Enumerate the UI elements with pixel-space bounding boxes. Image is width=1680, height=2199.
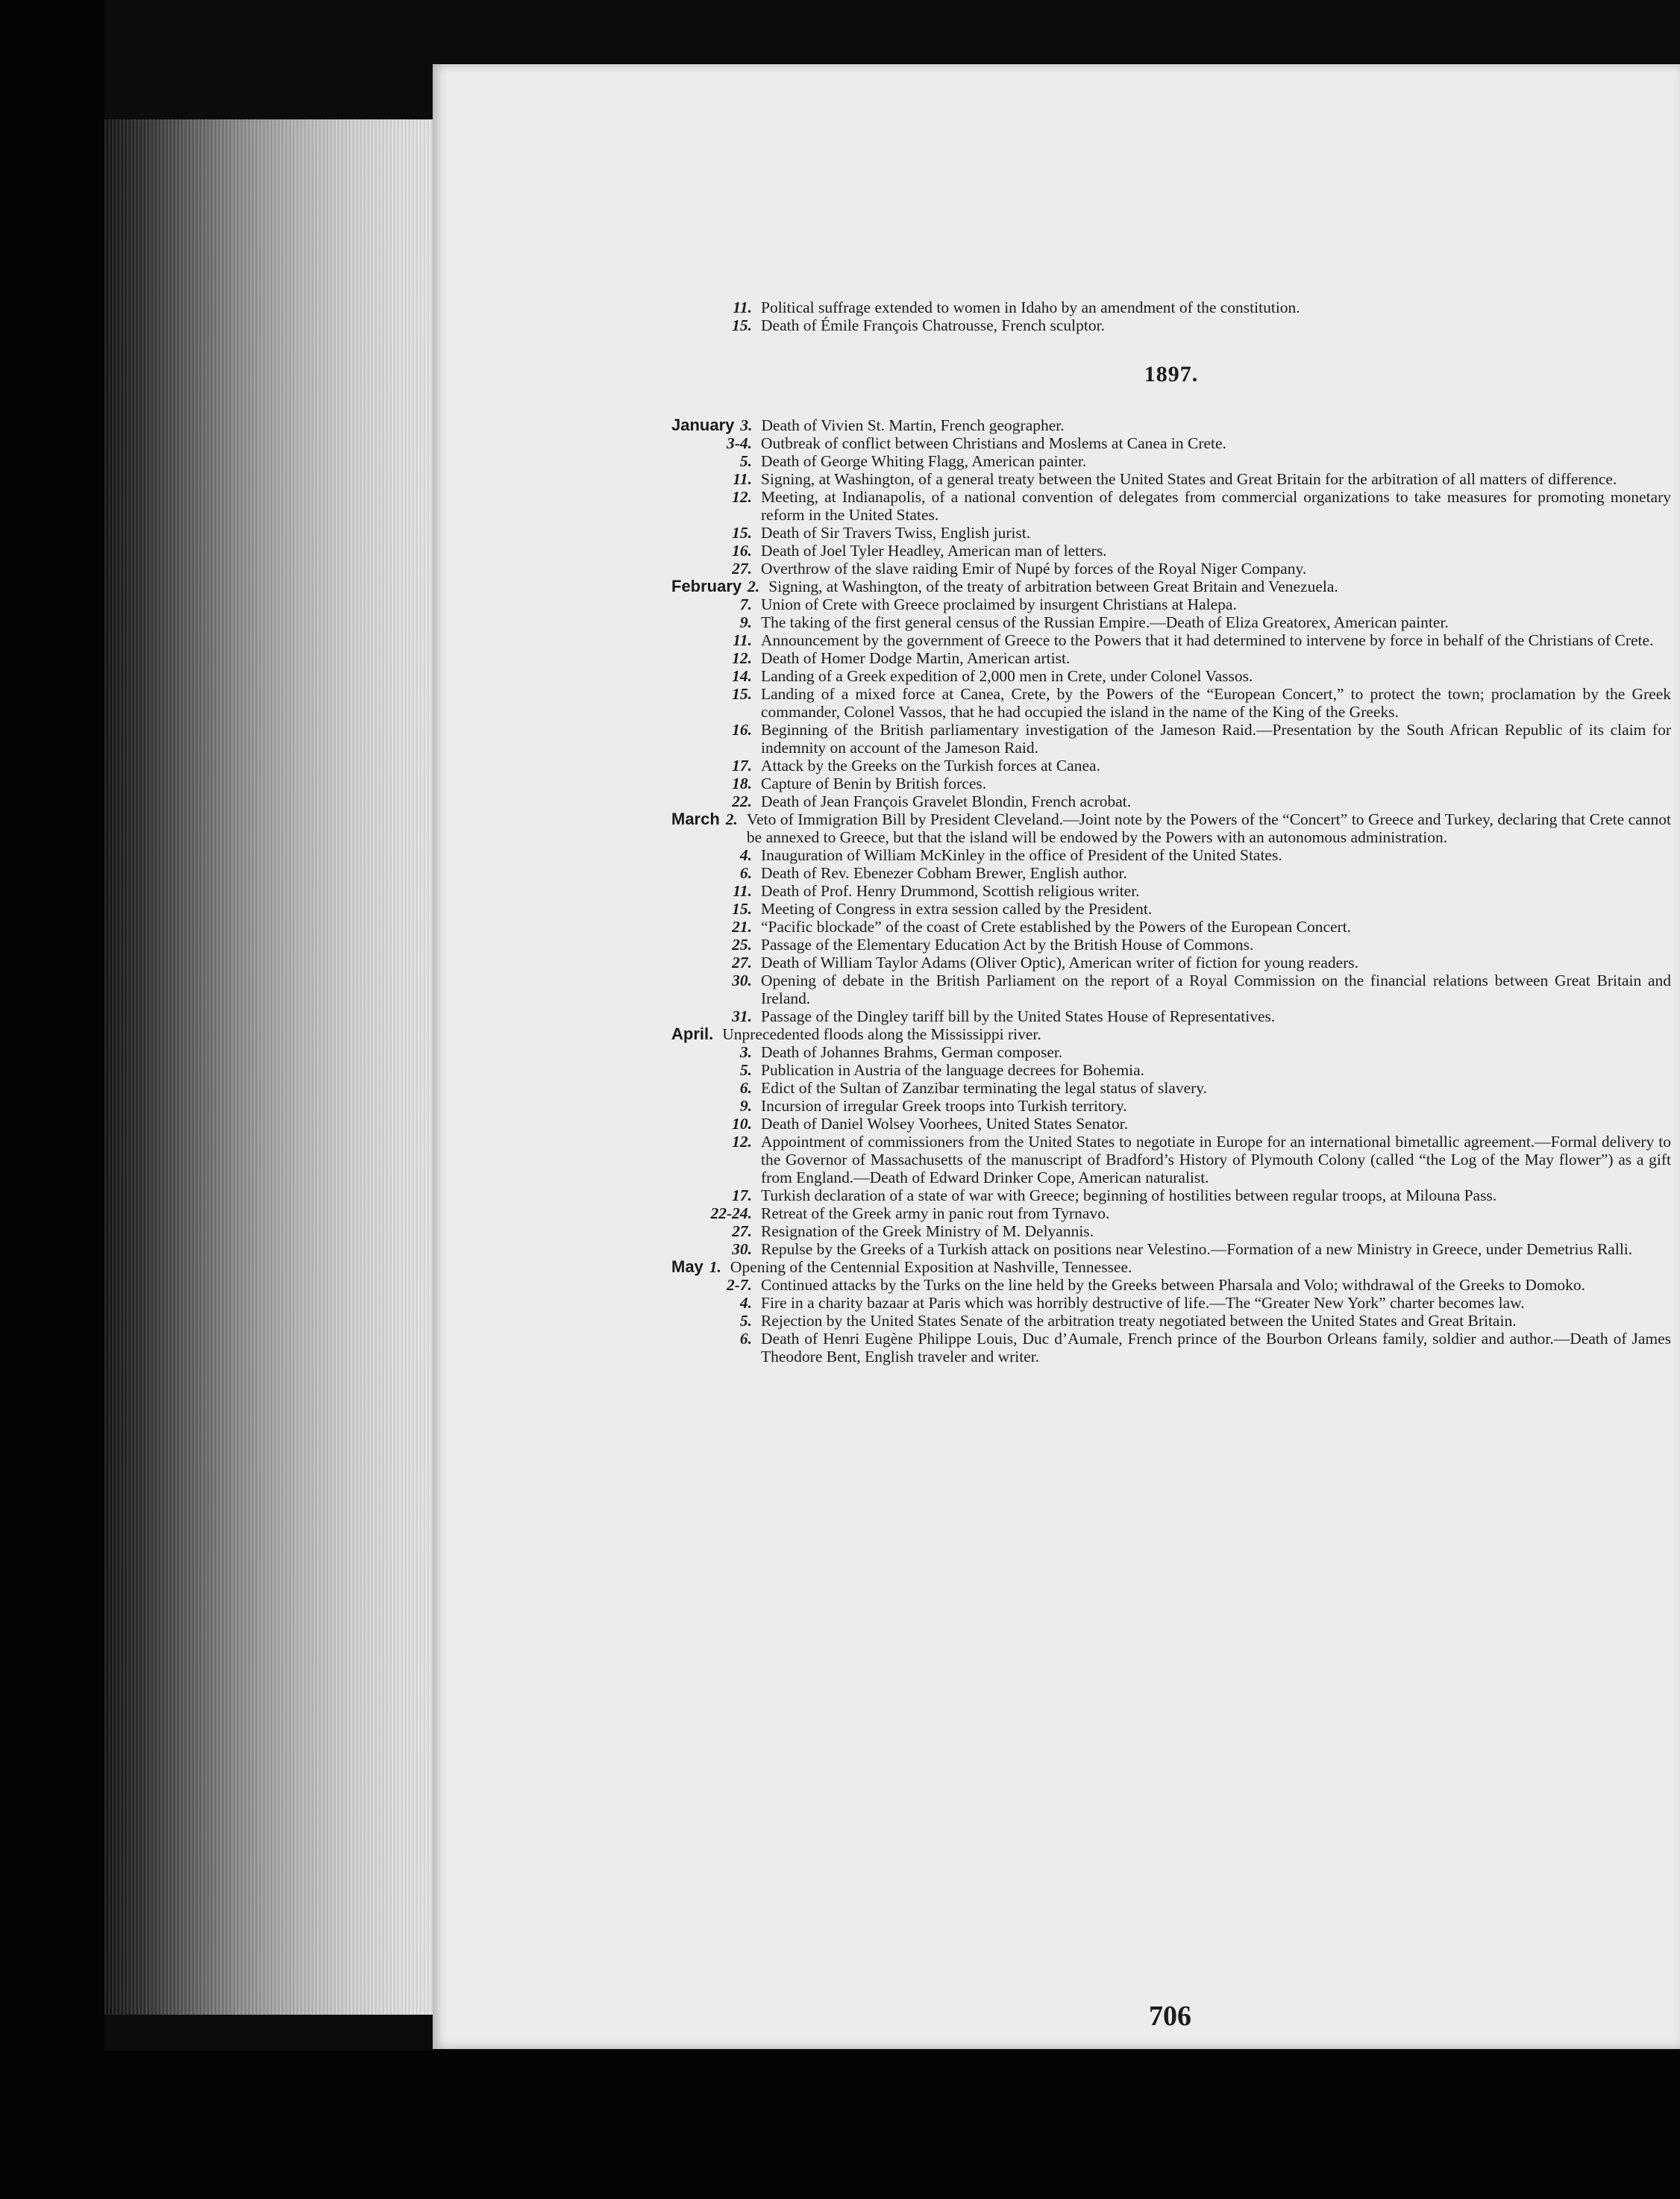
entry-day: 2-7. xyxy=(726,1276,752,1294)
entry-day: 22. xyxy=(732,792,752,810)
chronology-entry xyxy=(671,595,1671,613)
chronology-entry xyxy=(671,900,1671,918)
microfilm-border-left xyxy=(0,0,104,2199)
entry-day: 12. xyxy=(732,649,752,667)
entry-text: Death of Homer Dodge Martin, American artist. xyxy=(761,649,1071,667)
entry-day: 3. xyxy=(739,1043,752,1061)
entry-day: 2. xyxy=(725,810,738,828)
entry-day: 6. xyxy=(739,1330,752,1348)
chronology-entry xyxy=(671,578,1671,595)
month-name: February xyxy=(671,577,742,595)
entry-text: Death of Joel Tyler Headley, American man of letters. xyxy=(761,542,1107,560)
entry-text: Passage of the Dingley tariff bill by the United States House of Representatives. xyxy=(761,1007,1276,1025)
entry-day: 27. xyxy=(732,954,752,972)
entry-day: 4. xyxy=(739,846,752,864)
entry-day: 10. xyxy=(732,1115,752,1133)
month-section xyxy=(671,416,1671,578)
entry-text: Signing, at Washington, of a general treaty between the United States and Great Britain for the arbitration of all matters of difference. xyxy=(761,470,1617,488)
entry-day: 14. xyxy=(732,667,752,685)
entry-text: Appointment of commissioners from the United States to negotiate in Europe for an international bimetallic agreement.—Formal delivery to the Governor of Massachusetts of the manuscript of Bradford’s History of Plymouth Colony (called “the Log of the May flower”) as a gift from England.—Death of Edward Drinker Cope, American naturalist. xyxy=(761,1133,1671,1186)
entry-day: 11. xyxy=(733,298,752,316)
entry-day: 15. xyxy=(732,685,752,703)
chronology-entry xyxy=(671,846,1671,864)
chronology-entry xyxy=(671,1097,1671,1115)
entry-day: 17. xyxy=(732,1186,752,1204)
chronology-entry xyxy=(671,792,1671,810)
entry-text: Passage of the Elementary Education Act by the British House of Commons. xyxy=(761,936,1254,954)
entry-day: 11. xyxy=(733,470,752,488)
entry-text: Overthrow of the slave raiding Emir of Nupé by forces of the Royal Niger Company. xyxy=(761,560,1307,578)
chronology-entry xyxy=(671,1007,1671,1025)
entry-day: 6. xyxy=(739,1079,752,1097)
chronology-entry xyxy=(671,1079,1671,1097)
entry-day: 12. xyxy=(732,488,752,506)
entry-day: 16. xyxy=(732,721,752,739)
entry-text: Continued attacks by the Turks on the line held by the Greeks between Pharsala and Volo; withdrawal of the Greeks to Domoko. xyxy=(761,1276,1586,1294)
entry-day: 16. xyxy=(732,542,752,560)
entry-text: Attack by the Greeks on the Turkish forces at Canea. xyxy=(761,757,1100,775)
entry-day: 30. xyxy=(732,972,752,989)
entry-text: Death of Jean François Gravelet Blondin, French acrobat. xyxy=(761,792,1132,810)
chronology-entry xyxy=(671,316,1671,334)
chronology-column xyxy=(671,298,1671,1366)
chronology-entry xyxy=(671,1222,1671,1240)
entry-text: Edict of the Sultan of Zanzibar terminating the legal status of slavery. xyxy=(761,1079,1208,1097)
chronology-entry xyxy=(671,1258,1671,1276)
entry-day: 30. xyxy=(732,1240,752,1258)
entry-day: 1. xyxy=(709,1258,721,1276)
chronology-entry xyxy=(671,775,1671,792)
chronology-entry xyxy=(671,864,1671,882)
chronology-entry xyxy=(671,298,1671,316)
entry-day: 31. xyxy=(732,1007,752,1025)
entry-day: 7. xyxy=(739,595,752,613)
entry-text: Inauguration of William McKinley in the office of President of the United States. xyxy=(761,846,1282,864)
chronology-entry xyxy=(671,757,1671,775)
entry-text: Opening of the Centennial Exposition at Nashville, Tennessee. xyxy=(730,1258,1132,1276)
month-name: May xyxy=(671,1257,703,1276)
entry-text: Death of Vivien St. Martin, French geographer. xyxy=(761,416,1065,434)
entry-day: 27. xyxy=(732,560,752,578)
entry-text: Beginning of the British parliamentary investigation of the Jameson Raid.—Presentation by the South African Republic of its claim for indemnity on account of the Jameson Raid. xyxy=(761,721,1671,757)
entry-day: 21. xyxy=(732,918,752,936)
entry-day: 6. xyxy=(739,864,752,882)
entry-day: 5. xyxy=(739,452,752,470)
month-lead xyxy=(671,578,768,595)
chronology-entry xyxy=(671,1061,1671,1079)
chronology-entry xyxy=(671,667,1671,685)
entry-text: Death of Prof. Henry Drummond, Scottish religious writer. xyxy=(761,882,1140,900)
entry-text: Retreat of the Greek army in panic rout from Tyrnavo. xyxy=(761,1204,1110,1222)
month-list xyxy=(671,416,1671,1366)
entry-day: 12. xyxy=(732,1133,752,1151)
chronology-entry xyxy=(671,542,1671,560)
month-lead xyxy=(671,1258,730,1276)
entry-text: Capture of Benin by British forces. xyxy=(761,775,987,792)
entry-day: 15. xyxy=(732,524,752,542)
chronology-entry xyxy=(671,1186,1671,1204)
entry-day: 17. xyxy=(732,757,752,775)
entry-day: 4. xyxy=(739,1294,752,1312)
entry-day: 3. xyxy=(740,416,753,434)
book-gutter xyxy=(104,119,448,2015)
entry-text: Opening of debate in the British Parliament on the report of a Royal Commission on the financial relations between Great Britain and Ireland. xyxy=(761,972,1671,1007)
entry-text: Announcement by the government of Greece to the Powers that it had determined to intervene by force in behalf of the Christians of Crete. xyxy=(761,631,1654,649)
entry-day: 15. xyxy=(732,316,752,334)
entry-text: Veto of Immigration Bill by President Cleveland.—Joint note by the Powers of the “Concert” to Greece and Turkey, declaring that Crete cannot be annexed to Greece, but that the island will be endowed by the Powers with an autonomous administration. xyxy=(746,810,1671,846)
entry-text: Meeting of Congress in extra session called by the President. xyxy=(761,900,1153,918)
chronology-entry xyxy=(671,1115,1671,1133)
chronology-entry xyxy=(671,1312,1671,1330)
chronology-entry xyxy=(671,470,1671,488)
chronology-entry xyxy=(671,1276,1671,1294)
entry-text: Death of Henri Eugène Philippe Louis, Duc d’Aumale, French prince of the Bourbon Orleans family, soldier and author.—Death of James Theodore Bent, English traveler and writer. xyxy=(761,1330,1671,1366)
month-lead xyxy=(671,810,747,828)
chronology-entry xyxy=(671,560,1671,578)
chronology-entry xyxy=(671,434,1671,452)
entry-text: Unprecedented floods along the Mississippi river. xyxy=(722,1025,1041,1043)
entry-day: 3-4. xyxy=(726,434,752,452)
entry-text: Death of Johannes Brahms, German composer. xyxy=(761,1043,1063,1061)
chronology-entry xyxy=(671,416,1671,434)
entry-text: Signing, at Washington, of the treaty of arbitration between Great Britain and Venezuela. xyxy=(768,578,1338,595)
year-heading: 1897. xyxy=(1144,362,1199,387)
month-name: January xyxy=(671,416,735,434)
entry-day: 27. xyxy=(732,1222,752,1240)
entry-day: 18. xyxy=(732,775,752,792)
entry-text: Death of Émile François Chatrousse, French sculptor. xyxy=(761,316,1105,334)
month-section xyxy=(671,810,1671,1025)
chronology-entry xyxy=(671,613,1671,631)
chronology-entry xyxy=(671,685,1671,721)
chronology-entry xyxy=(671,631,1671,649)
entry-text: The taking of the first general census of the Russian Empire.—Death of Eliza Greatorex, American painter. xyxy=(761,613,1449,631)
chronology-entry xyxy=(671,488,1671,524)
month-section xyxy=(671,1025,1671,1258)
entry-text: Death of Sir Travers Twiss, English jurist. xyxy=(761,524,1031,542)
chronology-entry xyxy=(671,721,1671,757)
entry-text: Meeting, at Indianapolis, of a national convention of delegates from commercial organizations to take measures for promoting monetary reform in the United States. xyxy=(761,488,1671,524)
entry-day: 2. xyxy=(747,578,760,595)
month-lead xyxy=(671,1025,722,1043)
entry-text: Death of William Taylor Adams (Oliver Optic), American writer of fiction for young readers. xyxy=(761,954,1359,972)
entry-day: 9. xyxy=(739,1097,752,1115)
entry-text: Rejection by the United States Senate of the arbitration treaty negotiated between the United States and Great Britain. xyxy=(761,1312,1517,1330)
chronology-entry xyxy=(671,452,1671,470)
entry-text: Death of George Whiting Flagg, American painter. xyxy=(761,452,1087,470)
entry-day: 22-24. xyxy=(710,1204,752,1222)
entry-text: “Pacific blockade” of the coast of Crete established by the Powers of the European Concert. xyxy=(761,918,1352,936)
entry-day: 11. xyxy=(733,882,752,900)
entry-day: 15. xyxy=(732,900,752,918)
entry-text: Death of Daniel Wolsey Voorhees, United States Senator. xyxy=(761,1115,1129,1133)
chronology-entry xyxy=(671,1043,1671,1061)
chronology-entry xyxy=(671,954,1671,972)
chronology-entry xyxy=(671,1330,1671,1366)
entry-text: Outbreak of conflict between Christians and Moslems at Canea in Crete. xyxy=(761,434,1226,452)
entry-text: Fire in a charity bazaar at Paris which was horribly destructive of life.—The “Greater New York” charter becomes law. xyxy=(761,1294,1525,1312)
chronology-entry xyxy=(671,1025,1671,1043)
entry-text: Turkish declaration of a state of war with Greece; beginning of hostilities between regular troops, at Milouna Pass. xyxy=(761,1186,1497,1204)
entry-text: Political suffrage extended to women in Idaho by an amendment of the constitution. xyxy=(761,298,1300,316)
chronology-entry xyxy=(671,882,1671,900)
entry-text: Death of Rev. Ebenezer Cobham Brewer, English author. xyxy=(761,864,1127,882)
entry-text: Union of Crete with Greece proclaimed by insurgent Christians at Halepa. xyxy=(761,595,1237,613)
page-number: 706 xyxy=(1149,2001,1191,2032)
chronology-entry xyxy=(671,1204,1671,1222)
month-lead xyxy=(671,416,762,434)
continued-entries xyxy=(671,298,1671,334)
entry-text: Resignation of the Greek Ministry of M. Delyannis. xyxy=(761,1222,1094,1240)
entry-text: Repulse by the Greeks of a Turkish attack on positions near Velestino.—Formation of a new Ministry in Greece, under Demetrius Ralli. xyxy=(761,1240,1633,1258)
microfilm-border-bottom xyxy=(0,2051,1680,2199)
chronology-entry xyxy=(671,972,1671,1007)
month-section xyxy=(671,578,1671,810)
chronology-entry xyxy=(671,918,1671,936)
entry-text: Landing of a Greek expedition of 2,000 men in Crete, under Colonel Vassos. xyxy=(761,667,1253,685)
entry-day: 11. xyxy=(733,631,752,649)
entry-day: 9. xyxy=(739,613,752,631)
chronology-entry xyxy=(671,810,1671,846)
chronology-entry xyxy=(671,649,1671,667)
month-section xyxy=(671,1258,1671,1366)
chronology-entry xyxy=(671,1240,1671,1258)
chronology-entry xyxy=(671,936,1671,954)
month-name: March xyxy=(671,810,720,828)
entry-text: Landing of a mixed force at Canea, Crete, by the Powers of the “European Concert,” to protect the town; proclamation by the Greek commander, Colonel Vassos, that he had occupied the island in the name of the King of the Greeks. xyxy=(761,685,1671,721)
entry-day: 25. xyxy=(732,936,752,954)
entry-text: Incursion of irregular Greek troops into Turkish territory. xyxy=(761,1097,1127,1115)
chronology-entry xyxy=(671,524,1671,542)
chronology-entry xyxy=(671,1294,1671,1312)
month-name: April. xyxy=(671,1025,714,1043)
chronology-entry xyxy=(671,1133,1671,1186)
entry-text: Publication in Austria of the language decrees for Bohemia. xyxy=(761,1061,1145,1079)
entry-day: 5. xyxy=(739,1312,752,1330)
entry-day: 5. xyxy=(739,1061,752,1079)
